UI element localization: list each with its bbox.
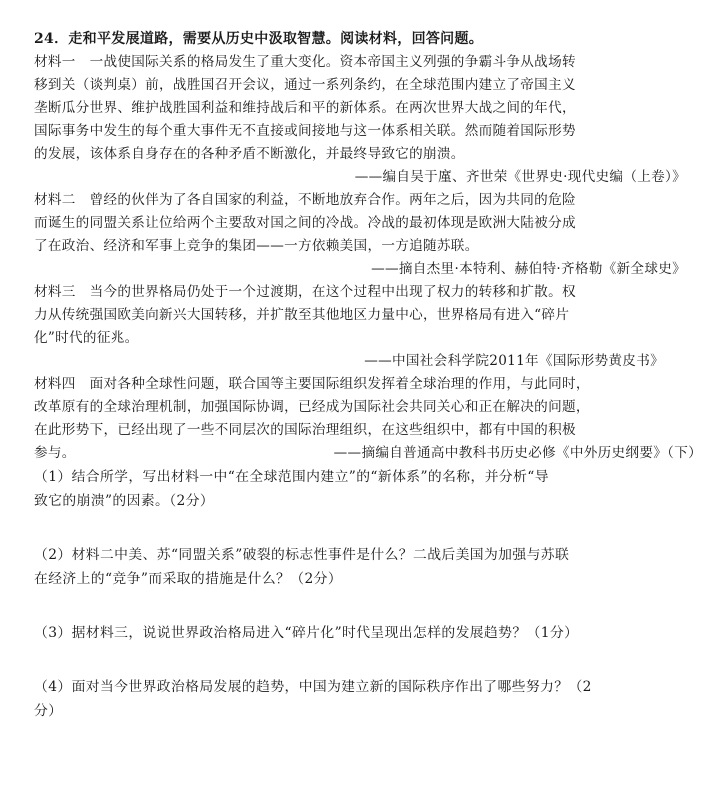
material-three — [34, 281, 704, 373]
material-one-line: 的发展，该体系自身存在的各种矛盾不断激化，并最终导致它的崩溃。 — [34, 146, 465, 162]
material-four-line: 在此形势下，已经出现了一些不同层次的国际治理组织，在这些组织中，都有中国的积极 — [34, 422, 576, 438]
material-two-line: 了在政治、经济和军事上竞争的集团——一方依赖美国，一方追随苏联。 — [34, 238, 479, 254]
material-one-line: 移到关（谈判桌）前，战胜国召开会议，通过一系列条约，在全球范围内建立了帝国主义 — [34, 77, 576, 93]
sub-question-4 — [34, 675, 704, 723]
material-one-line: 垄断瓜分世界、维护战胜国利益和维持战后和平的新体系。在两次世界大战之间的年代， — [34, 100, 576, 116]
material-one — [34, 51, 704, 189]
material-four-line: 参与。 — [34, 445, 76, 461]
material-one-line: 国际事务中发生的每个重大事件无不直接或间接地与这一体系相关联。然而随着国际形势 — [34, 123, 576, 139]
sub-question-2-line: （2）材料二中美、苏“同盟关系”破裂的标志性事件是什么？二战后美国为加强与苏联 — [34, 547, 570, 563]
sub-question-1-line: （1）结合所学，写出材料一中“在全球范围内建立”的“新体系”的名称，并分析“导 — [34, 469, 549, 485]
material-three-line: 化”时代的征兆。 — [34, 330, 139, 346]
material-two-line: 而诞生的同盟关系让位给两个主要敌对国之间的冷战。冷战的最初体现是欧洲大陆被分成 — [34, 215, 576, 231]
sub-question-2 — [34, 543, 704, 591]
material-four — [34, 373, 704, 465]
material-three-source: ——中国社会科学院2011年《国际形势黄皮书》 — [364, 353, 664, 369]
material-four-line: 改革原有的全球治理机制，加强国际协调，已经成为国际社会共同关心和正在解决的问题， — [34, 399, 590, 415]
question-title: 24．走和平发展道路，需要从历史中汲取智慧。阅读材料，回答问题。 — [34, 31, 484, 47]
sub-question-3: （3）据材料三，说说世界政治格局进入“碎片化”时代呈现出怎样的发展趋势？（1分） — [34, 625, 579, 641]
material-one-line: 材料一 一战使国际关系的格局发生了重大变化。资本帝国主义列强的争霸斗争从战场转 — [34, 54, 576, 70]
material-two-line: 材料二 曾经的伙伴为了各自国家的利益，不断地放弃合作。两年之后，因为共同的危险 — [34, 192, 576, 208]
sub-question-2-line: 在经济上的“竞争”而采取的措施是什么？（2分） — [34, 571, 343, 587]
sub-question-4-line: （4）面对当今世界政治格局发展的趋势，中国为建立新的国际秩序作出了哪些努力？（2 — [34, 679, 592, 695]
material-two-source: ——摘自杰里·本特利、赫伯特·齐格勒《新全球史》 — [371, 261, 686, 277]
sub-question-4-line: 分） — [34, 703, 63, 719]
material-three-line: 材料三 当今的世界格局仍处于一个过渡期，在这个过程中出现了权力的转移和扩散。权 — [34, 284, 576, 300]
material-four-last-line — [34, 442, 704, 465]
material-two — [34, 189, 704, 281]
material-four-source: ——摘编自普通高中教科书历史必修《中外历史纲要》（下） — [333, 445, 702, 461]
material-four-line: 材料四 面对各种全球性问题，联合国等主要国际组织发挥着全球治理的作用，与此同时， — [34, 376, 590, 392]
sub-question-1-line: 致它的崩溃”的因素。（2分） — [34, 493, 215, 509]
material-three-line: 力从传统强国欧美向新兴大国转移，并扩散至其他地区力量中心，世界格局有进入“碎片 — [34, 307, 570, 323]
material-one-source: ——编自吴于廑、齐世荣《世界史·现代史编（上卷）》 — [354, 169, 686, 185]
sub-question-1 — [34, 465, 704, 513]
